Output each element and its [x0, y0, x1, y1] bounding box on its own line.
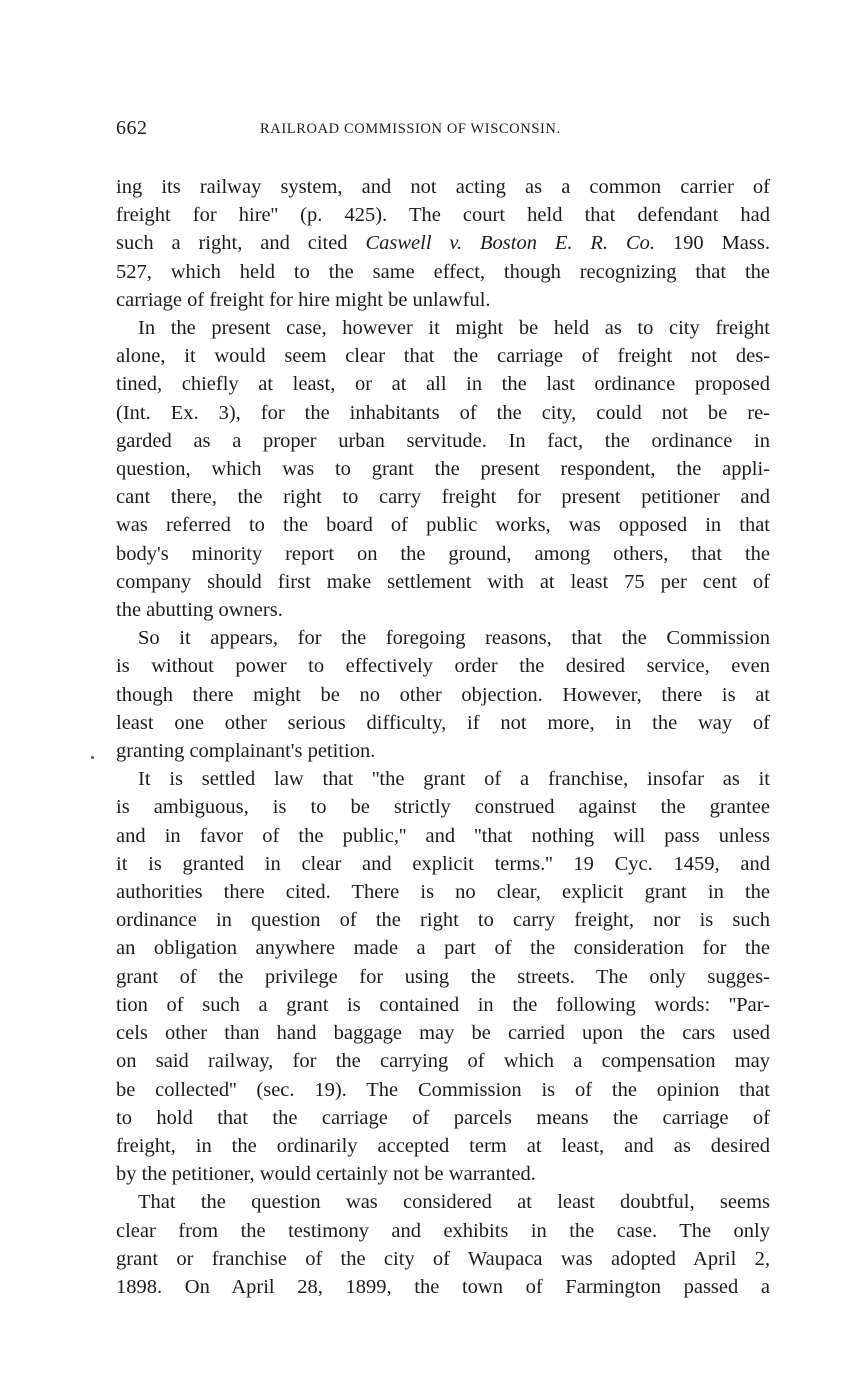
text-line: So it appears, for the foregoing reasons, that the Commission: [138, 627, 770, 650]
text-line: question, which was to grant the present respondent, the appli-: [116, 458, 770, 481]
paragraph-2: [116, 314, 770, 624]
text-line: on said railway, for the carrying of which a compensation may: [116, 1050, 770, 1073]
text-line: carriage of freight for hire might be unlawful.: [116, 288, 491, 311]
text-line: granting complainant's petition.: [116, 740, 376, 763]
document-page: [116, 117, 770, 1301]
text-line: tion of such a grant is contained in the following words: ''Par-: [116, 993, 770, 1016]
case-citation: Caswell v. Boston E. R. Co.: [365, 232, 656, 255]
text-line: 1898. On April 28, 1899, the town of Farmington passed a: [116, 1275, 770, 1298]
text-line: freight, in the ordinarily accepted term at least, and as desired: [116, 1134, 770, 1157]
paragraph-5: [116, 1188, 770, 1301]
text-line: 527, which held to the same effect, though recognizing that the: [116, 260, 770, 283]
paragraph-3: [116, 624, 770, 765]
text-line: company should first make settlement with at least 75 per cent of: [116, 570, 770, 593]
paragraph-1: [116, 173, 770, 314]
text-line: grant of the privilege for using the streets. The only sugges-: [116, 965, 770, 988]
text-line: by the petitioner, would certainly not be warranted.: [116, 1163, 536, 1186]
text-line: is without power to effectively order the desired service, even: [116, 655, 770, 678]
text-line: It is settled law that ''the grant of a franchise, insofar as it: [138, 768, 770, 791]
text-line: freight for hire'' (p. 425). The court held that defendant had: [116, 204, 770, 227]
text-line: clear from the testimony and exhibits in the case. The only: [116, 1219, 770, 1242]
text-line: least one other serious difficulty, if not more, in the way of: [116, 711, 770, 734]
text-line: be collected'' (sec. 19). The Commission is of the opinion that: [116, 1078, 770, 1101]
text-line: In the present case, however it might be held as to city freight: [138, 317, 770, 340]
text-line: That the question was considered at least doubtful, seems: [138, 1191, 770, 1214]
text-line: cels other than hand baggage may be carried upon the cars used: [116, 1022, 770, 1045]
text-line: grant or franchise of the city of Waupaca was adopted April 2,: [116, 1247, 770, 1270]
body-text: [116, 173, 770, 1301]
text-line: is ambiguous, is to be strictly construed against the grantee: [116, 796, 770, 819]
text-line: it is granted in clear and explicit terms.'' 19 Cyc. 1459, and: [116, 852, 770, 875]
text-fragment: such a right, and cited: [116, 232, 348, 255]
running-header: [116, 117, 770, 147]
text-line: authorities there cited. There is no clear, explicit grant in the: [116, 881, 770, 904]
text-line: cant there, the right to carry freight for present petitioner and: [116, 486, 770, 509]
text-line: and in favor of the public,'' and ''that nothing will pass unless: [116, 824, 770, 847]
text-line: ing its railway system, and not acting as a common carrier of: [116, 176, 770, 198]
text-line: garded as a proper urban servitude. In fact, the ordinance in: [116, 429, 770, 452]
running-title: RAILROAD COMMISSION OF WISCONSIN.: [260, 121, 561, 137]
text-line: to hold that the carriage of parcels means the carriage of: [116, 1106, 770, 1129]
text-line: ordinance in question of the right to carry freight, nor is such: [116, 909, 770, 932]
scan-speck: [91, 756, 94, 759]
text-line: body's minority report on the ground, among others, that the: [116, 542, 770, 565]
text-line: was referred to the board of public works, was opposed in that: [116, 514, 770, 537]
text-line: an obligation anywhere made a part of the consideration for the: [116, 937, 770, 960]
page-number: 662: [116, 117, 148, 139]
text-line: alone, it would seem clear that the carriage of freight not des-: [116, 345, 770, 368]
text-line: the abutting owners.: [116, 599, 283, 622]
text-line: though there might be no other objection. However, there is at: [116, 683, 770, 706]
text-line: tined, chiefly at least, or at all in the last ordinance proposed: [116, 373, 770, 396]
paragraph-4: [116, 765, 770, 1188]
text-line: (Int. Ex. 3), for the inhabitants of the city, could not be re-: [116, 401, 770, 424]
text-fragment: 190 Mass.: [655, 232, 770, 255]
text-line-with-citation: [116, 229, 770, 257]
